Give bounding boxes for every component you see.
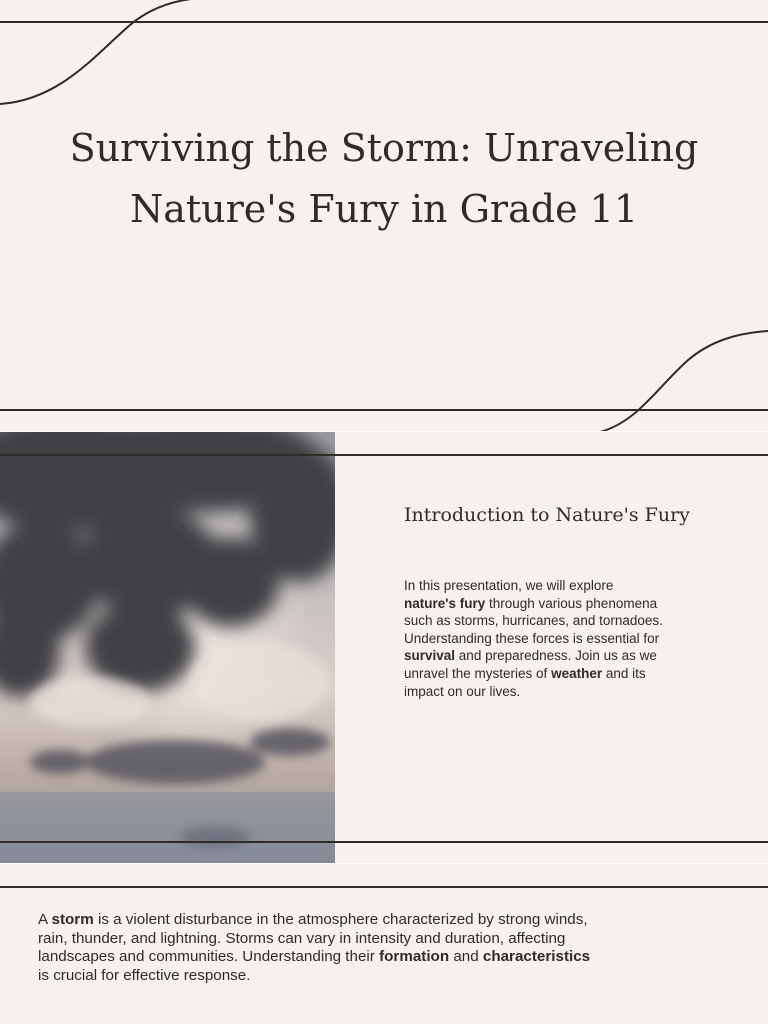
intro-heading: Introduction to Nature's Fury (404, 504, 690, 526)
title-line-1: Surviving the Storm: Unraveling (69, 126, 699, 170)
storm-line: is crucial for effective response. (38, 966, 251, 984)
bottom-divider-line (0, 409, 768, 411)
emphasis-survival: survival (404, 648, 456, 664)
intro-line: such as storms, hurricanes, and tornadoes. (404, 613, 663, 629)
emphasis-weather: weather (551, 665, 603, 681)
intro-slide (0, 432, 768, 864)
presentation-title (40, 118, 728, 240)
storm-line: landscapes and communities. Understanding their formation and characteristics (38, 948, 591, 966)
intro-line: unravel the mysteries of weather and its (404, 665, 646, 681)
top-left-wave-decoration (0, 0, 200, 110)
cloudy-sky-photo (0, 432, 335, 864)
intro-paragraph (404, 577, 744, 700)
emphasis-characteristics: characteristics (482, 948, 591, 966)
storm-paragraph (38, 911, 738, 985)
emphasis-formation: formation (379, 948, 450, 966)
intro-top-line (0, 454, 768, 456)
intro-line: nature's fury through various phenomena (404, 595, 658, 611)
intro-line: impact on our lives. (404, 683, 521, 699)
storm-top-line (0, 886, 768, 888)
emphasis-storm: storm (51, 911, 94, 928)
storm-slide (0, 864, 768, 1024)
intro-line: In this presentation, we will explore (404, 578, 614, 593)
storm-line: rain, thunder, and lightning. Storms can vary in intensity and duration, affecting (38, 929, 566, 947)
emphasis-natures-fury: nature's fury (404, 595, 486, 611)
title-slide (0, 0, 768, 432)
intro-bottom-line (0, 841, 768, 843)
bottom-right-wave-decoration (592, 326, 768, 432)
storm-line: A storm is a violent disturbance in the atmosphere characterized by strong winds, (38, 911, 588, 928)
intro-line: Understanding these forces is essential for (404, 630, 660, 646)
title-line-2: Nature's Fury in Grade 11 (129, 187, 638, 231)
intro-line: survival and preparedness. Join us as we (404, 648, 657, 664)
